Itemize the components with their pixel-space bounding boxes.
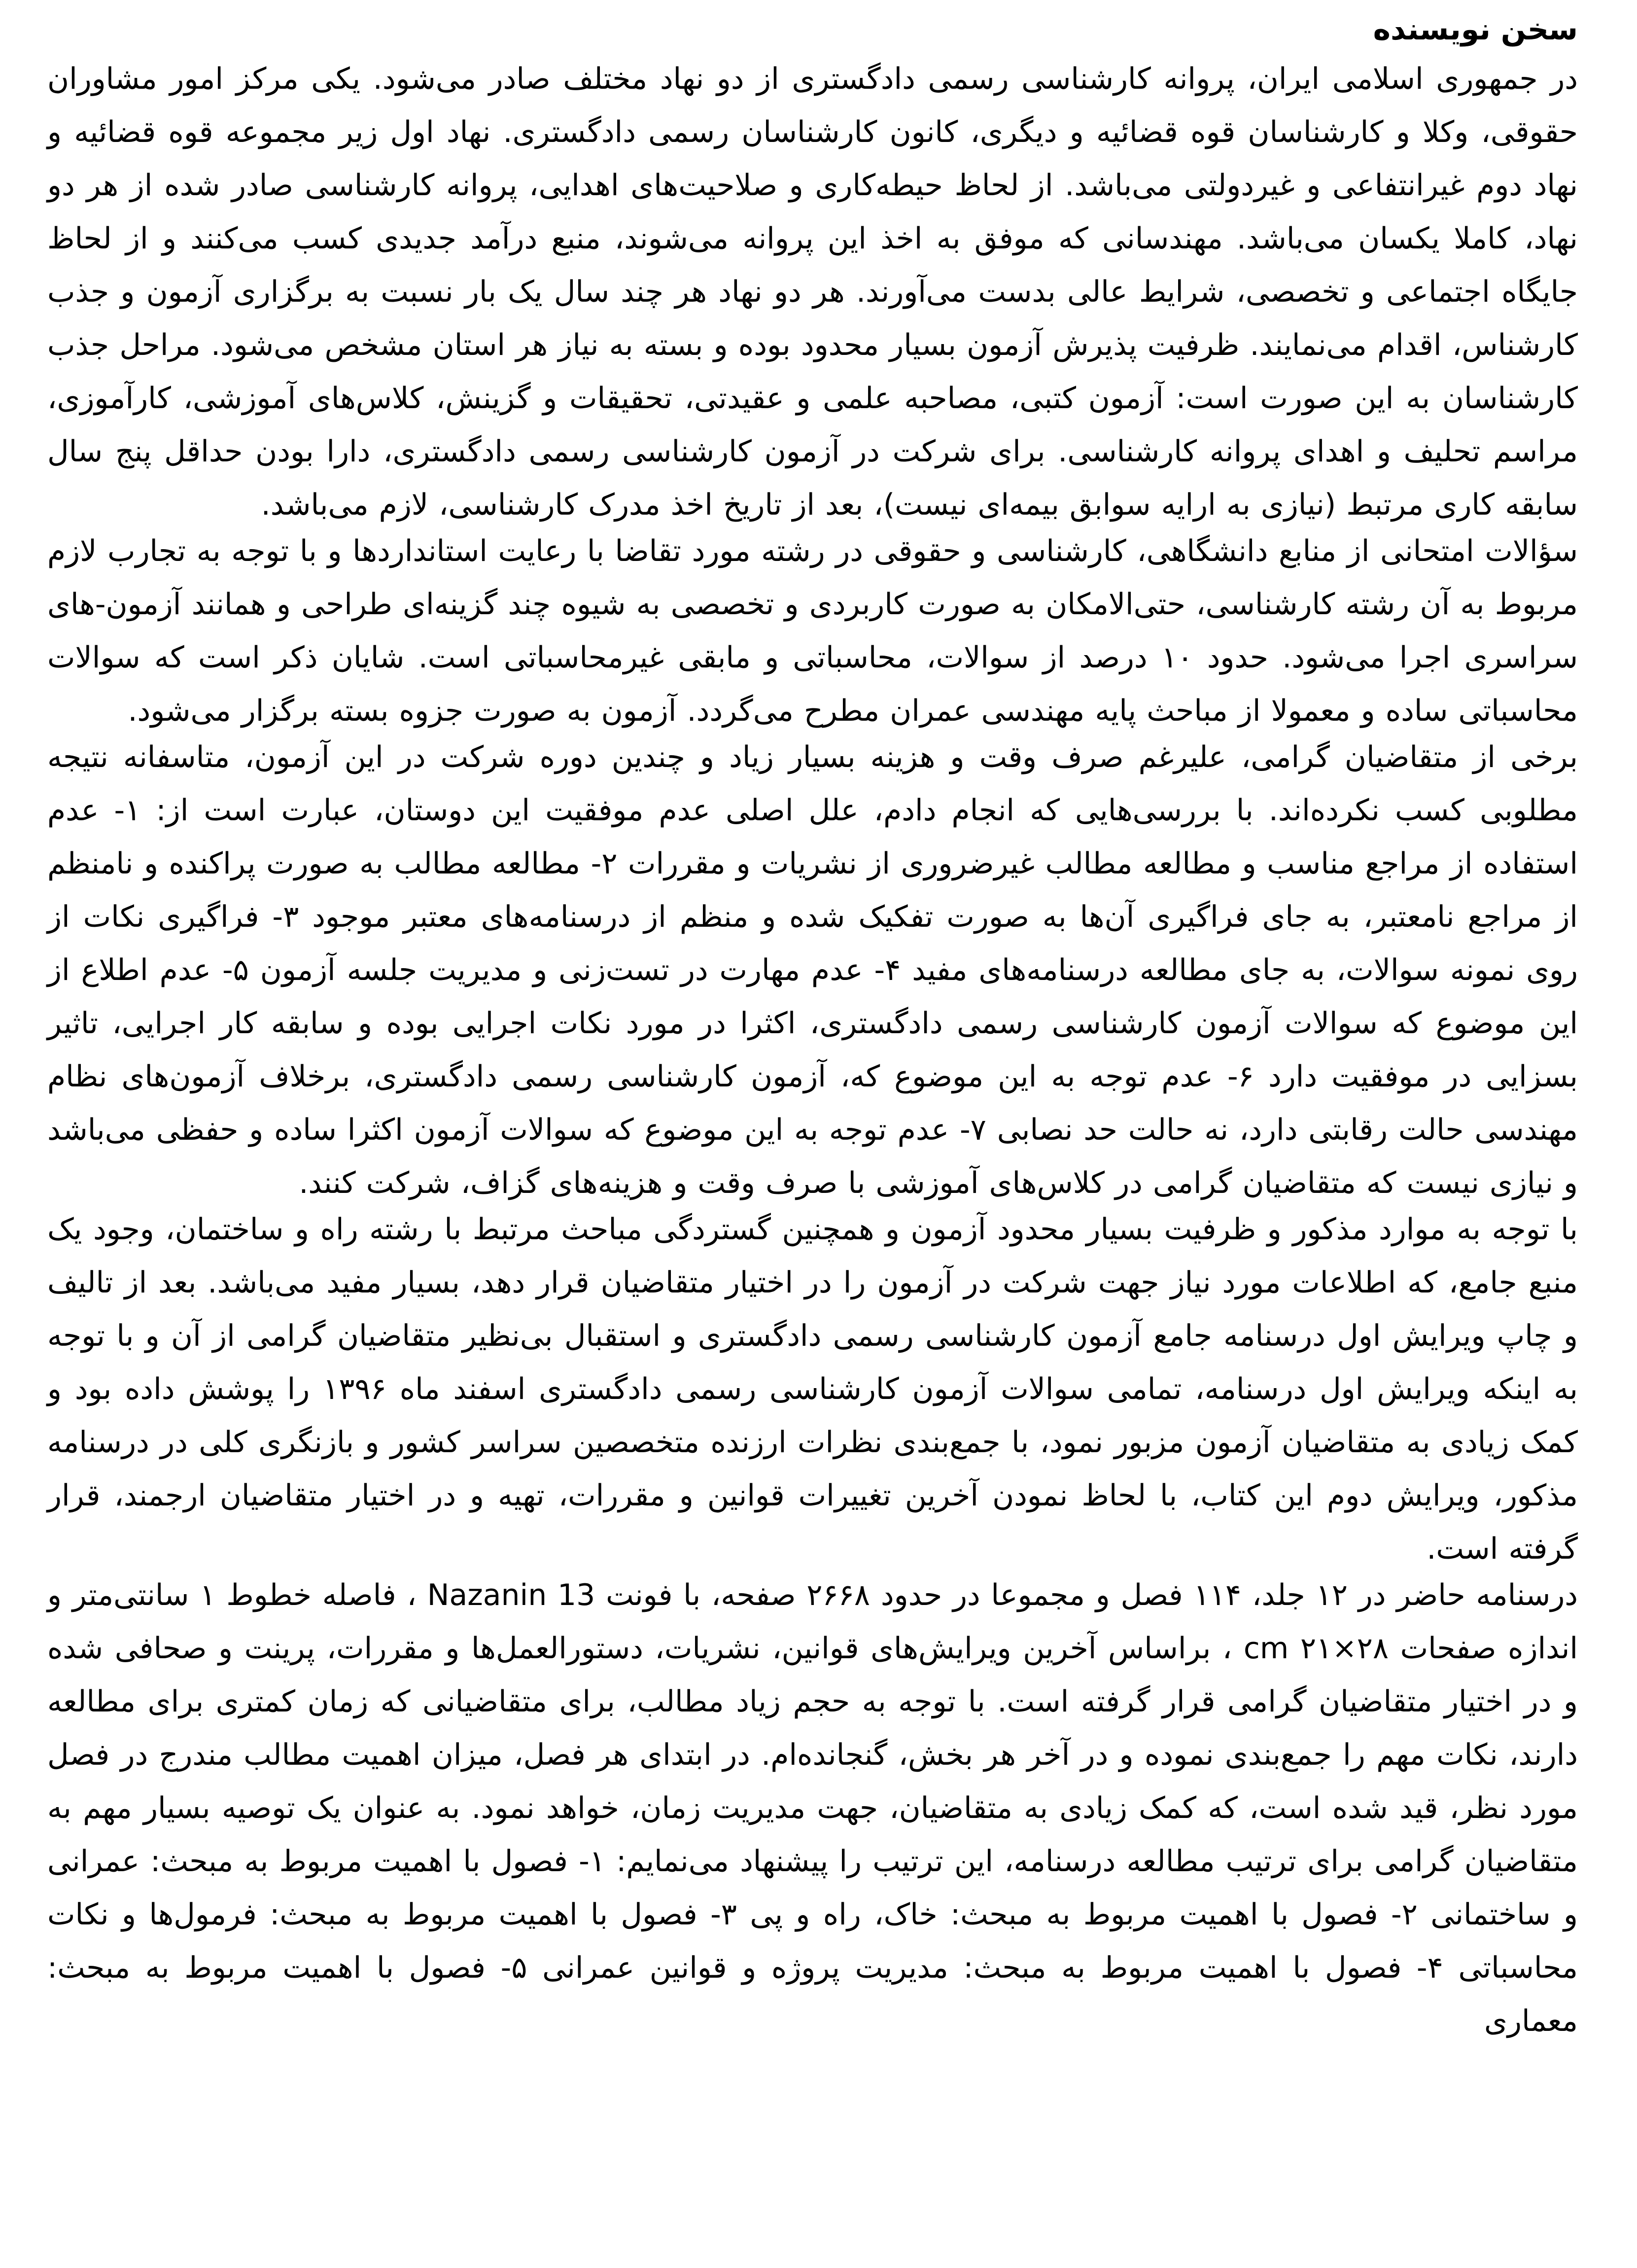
paragraph-book-purpose: با توجه به موارد مذکور و ظرفیت بسیار محدود آزمون و همچنین گستردگی مباحث مرتبط با رشته راه و ساختمان، وجود یک منبع جامع، که اطلاعات مورد نیاز جهت شرکت در آزمون را در اختیار متقاضیان قرار دهد، بسیار مفید می‌باشد. بعد از تالیف و چاپ ویرایش اول درسنامه جامع آزمون کارشناسی رسمی دادگستری و استقبال بی‌نظیر متقاضیان گرامی از آن و با توجه به اینکه ویرایش اول درسنامه، تمامی سوالات آزمون کارشناسی رسمی دادگستری اسفند ماه ۱۳۹۶ را پوشش داده بود و کمک زیادی به متقاضیان آزمون مزبور نمود، با جمع‌بندی نظرات ارزنده متخصصین سراسر کشور و بازنگری کلی در درسنامه مذکور، ویرایش دوم این کتاب، با لحاظ نمودن آخرین تغییرات قوانین و مقررات، تهیه و در اختیار متقاضیان ارجمند، قرار گرفته است.: [47, 1212, 1578, 1566]
paragraph-failure-reasons: برخی از متقاضیان گرامی، علیرغم صرف وقت و هزینه بسیار زیاد و چندین دوره شرکت در این آزمون، متاسفانه نتیجه مطلوبی کسب نکرده‌اند. با بررسی‌هایی که انجام دادم، علل اصلی عدم موفقیت این دوستان، عبارت است از: ۱- عدم استفاده از مراجع مناسب و مطالعه مطالب غیرضروری از نشریات و مقررات ۲- مطالعه مطالب به صورت پراکنده و نامنظم از مراجع نامعتبر، به جای فراگیری آن‌ها به صورت تفکیک شده و منظم از درسنامه‌های معتبر موجود ۳- فراگیری نکات از روی نمونه سوالات، به جای مطالعه درسنامه‌های مفید ۴- عدم مهارت در تست‌زنی و مدیریت جلسه آزمون ۵- عدم اطلاع از این موضوع که سوالات آزمون کارشناسی رسمی دادگستری، اکثرا در مورد نکات اجرایی بوده و سابقه کار اجرایی، تاثیر بسزایی در موفقیت دارد ۶- عدم توجه به این موضوع که، آزمون کارشناسی رسمی دادگستری، برخلاف آزمون‌های نظام مهندسی حالت رقابتی دارد، نه حالت حد نصابی ۷- عدم توجه به این موضوع که سوالات آزمون اکثرا ساده و حفظی می‌باشد و نیازی نیست که متقاضیان گرامی در کلاس‌های آموزشی با صرف وقت و هزینه‌های گزاف، شرکت کنند.: [47, 740, 1578, 1200]
document-page: [47, 10, 1578, 2041]
page-title: سخن نویسنده: [1373, 12, 1578, 47]
paragraph-intro: در جمهوری اسلامی ایران، پروانه کارشناسی رسمی دادگستری از دو نهاد مختلف صادر می‌شود. یکی مرکز امور مشاوران حقوقی، وکلا و کارشناسان قوه قضائیه و دیگری، کانون کارشناسان رسمی دادگستری. نهاد اول زیر مجموعه قوه قضائیه و نهاد دوم غیرانتفاعی و غیردولتی می‌باشد. از لحاظ حیطه‌کاری و صلاحیت‌های اهدایی، پروانه کارشناسی صادر شده از هر دو نهاد، کاملا یکسان می‌باشد. مهندسانی که موفق به اخذ این پروانه می‌شوند، منبع درآمد جدیدی کسب می‌کنند و از لحاظ جایگاه اجتماعی و تخصصی، شرایط عالی بدست می‌آورند. هر دو نهاد هر چند سال یک بار نسبت به برگزاری آزمون و جذب کارشناس، اقدام می‌نمایند. ظرفیت پذیرش آزمون بسیار محدود بوده و بسته به نیاز هر استان مشخص می‌شود. مراحل جذب کارشناسان به این صورت است: آزمون کتبی، مصاحبه علمی و عقیدتی، تحقیقات و گزینش، کلاس‌های آموزشی، کارآموزی، مراسم تحلیف و اهدای پروانه کارشناسی. برای شرکت در آزمون کارشناسی رسمی دادگستری، دارا بودن حداقل پنج سال سابقه کاری مرتبط (نیازی به ارایه سوابق بیمه‌ای نیست)، بعد از تاریخ اخذ مدرک کارشناسی، لازم می‌باشد.: [47, 62, 1578, 522]
paragraph-book-description: درسنامه حاضر در ۱۲ جلد، ۱۱۴ فصل و مجموعا در حدود ۲۶۶۸ صفحه، با فونت Nazanin 13 ، فاصله خطوط ۱ سانتی‌متر و اندازه صفحات ۲۸×۲۱ cm ، براساس آخرین ویرایش‌های قوانین، نشریات، دستورالعمل‌ها و مقررات، پرینت و صحافی شده و در اختیار متقاضیان گرامی قرار گرفته است. با توجه به حجم زیاد مطالب، برای متقاضیانی که زمان کمتری برای مطالعه دارند، نکات مهم را جمع‌بندی نموده و در آخر هر بخش، گنجانده‌ام. در ابتدای هر فصل، میزان اهمیت مطالب مندرج در فصل مورد نظر، قید شده است، که کمک زیادی به متقاضیان، جهت مدیریت زمان، خواهد نمود. به عنوان یک توصیه بسیار مهم به متقاضیان گرامی برای ترتیب مطالعه درسنامه، این ترتیب را پیشنهاد می‌نمایم: ۱- فصول با اهمیت مربوط به مبحث: عمرانی و ساختمانی ۲- فصول با اهمیت مربوط به مبحث: خاک، راه و پی ۳- فصول با اهمیت مربوط به مبحث: فرمول‌ها و نکات محاسباتی ۴- فصول با اهمیت مربوط به مبحث: مدیریت پروژه و قوانین عمرانی ۵- فصول با اهمیت مربوط به مبحث: معماری: [47, 1578, 1578, 2038]
paragraph-exam-questions: سؤالات امتحانی از منابع دانشگاهی، کارشناسی و حقوقی در رشته مورد تقاضا با رعایت استانداردها و با توجه به تجارب لازم مربوط به آن رشته کارشناسی، حتی‌الامکان به صورت کاربردی و تخصصی به شیوه چند گزینه‌ای طراحی و همانند آزمون-های سراسری اجرا می‌شود. حدود ۱۰ درصد از سوالات، محاسباتی و مابقی غیرمحاسباتی است. شایان ذکر است که سوالات محاسباتی ساده و معمولا از مباحث پایه مهندسی عمران مطرح می‌گردد. آزمون به صورت جزوه بسته برگزار می‌شود.: [47, 534, 1578, 728]
